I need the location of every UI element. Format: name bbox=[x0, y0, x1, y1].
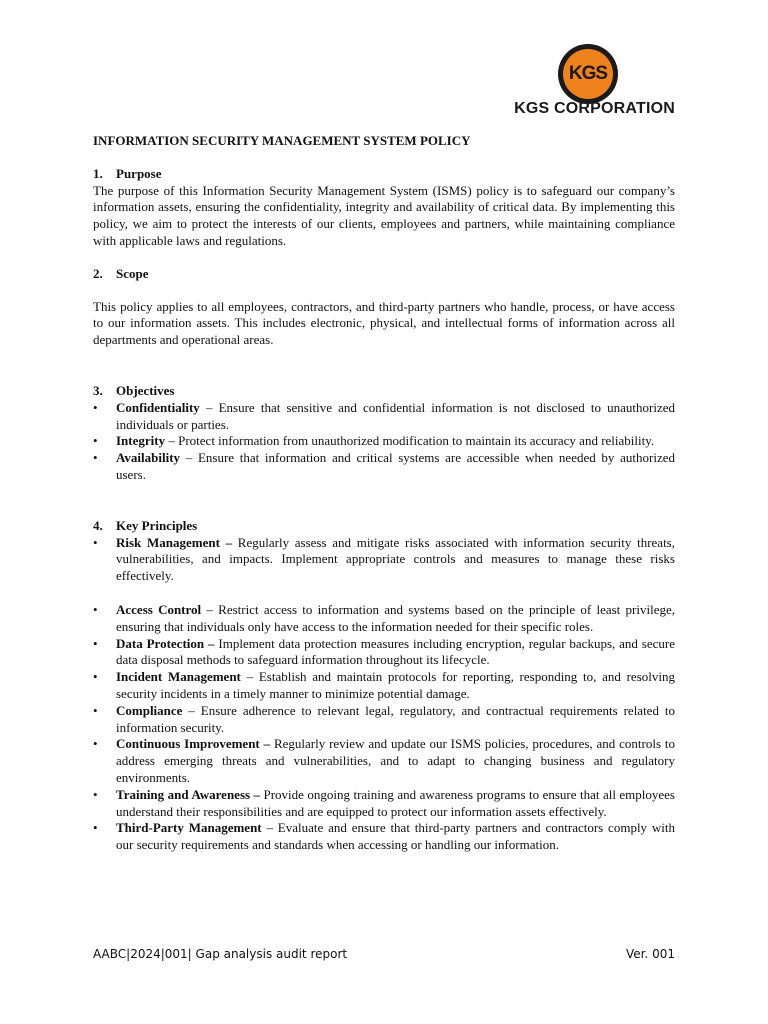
objectives-list bbox=[93, 400, 675, 484]
list-item: • Compliance – Ensure adherence to relevant legal, regulatory, and contractual requirements related to information security. bbox=[93, 703, 675, 737]
page-footer bbox=[93, 947, 675, 961]
list-item: • Availability – Ensure that information and critical systems are accessible when needed by authorized users. bbox=[93, 450, 675, 484]
list-item: • Continuous Improvement – Regularly review and update our ISMS policies, procedures, and controls to address emerging threats and vulnerabilities, and to adapt to changing business and regulatory environments. bbox=[93, 736, 675, 786]
document-title: INFORMATION SECURITY MANAGEMENT SYSTEM POLICY bbox=[93, 133, 471, 148]
list-item: • Access Control – Restrict access to information and systems based on the principle of least privilege, ensuring that individuals only have access to the information needed for their specific roles. bbox=[93, 602, 675, 636]
key-principles-list bbox=[93, 535, 675, 585]
logo-emblem bbox=[558, 44, 618, 104]
company-logo bbox=[495, 42, 675, 122]
key-principles-list-continued bbox=[93, 602, 675, 854]
section-heading-purpose: 1. Purpose bbox=[93, 165, 162, 181]
footer-document-ref: AABC|2024|001| Gap analysis audit report bbox=[93, 947, 348, 961]
scope-paragraph: This policy applies to all employees, contractors, and third-party partners who handle, process, or have access to our information assets. This includes electronic, physical, and intellectual forms of information across all departments and operational areas. bbox=[93, 298, 675, 348]
purpose-paragraph: The purpose of this Information Security Management System (ISMS) policy is to safeguard our company’s information assets, ensuring the confidentiality, integrity and availability of critical data. By implementing this policy, we aim to protect the interests of our clients, employees and partners, while maintaining compliance with applicable laws and regulations. bbox=[93, 182, 675, 248]
list-item: • Training and Awareness – Provide ongoing training and awareness programs to ensure that all employees understand their responsibilities and are equipped to protect our information assets effectively. bbox=[93, 787, 675, 821]
list-item: • Third-Party Management – Evaluate and ensure that third-party partners and contractors comply with our security requirements and standards when accessing or handling our information. bbox=[93, 820, 675, 854]
policy-document bbox=[93, 133, 675, 854]
logo-mark-text: KGS bbox=[568, 63, 608, 84]
section-heading-key-principles: 4. Key Principles bbox=[93, 517, 198, 533]
section-heading-scope: 2. Scope bbox=[93, 265, 149, 281]
section-heading-objectives: 3. Objectives bbox=[93, 382, 175, 398]
footer-version: Ver. 001 bbox=[625, 947, 675, 961]
list-item: • Risk Management – Regularly assess and mitigate risks associated with information security threats, vulnerabilities, and impacts. Implement appropriate controls and measures to manage these risks effectively. bbox=[93, 535, 675, 585]
list-item: • Data Protection – Implement data protection measures including encryption, regular backups, and secure data disposal methods to safeguard information throughout its lifecycle. bbox=[93, 636, 675, 670]
list-item: • Incident Management – Establish and maintain protocols for reporting, responding to, and resolving security incidents in a timely manner to minimize potential damage. bbox=[93, 669, 675, 703]
list-item: • Confidentiality – Ensure that sensitive and confidential information is not disclosed to unauthorized individuals or parties. bbox=[93, 400, 675, 434]
company-name: KGS CORPORATION bbox=[514, 100, 675, 117]
list-item: • Integrity – Protect information from unauthorized modification to maintain its accuracy and reliability. bbox=[93, 433, 675, 450]
